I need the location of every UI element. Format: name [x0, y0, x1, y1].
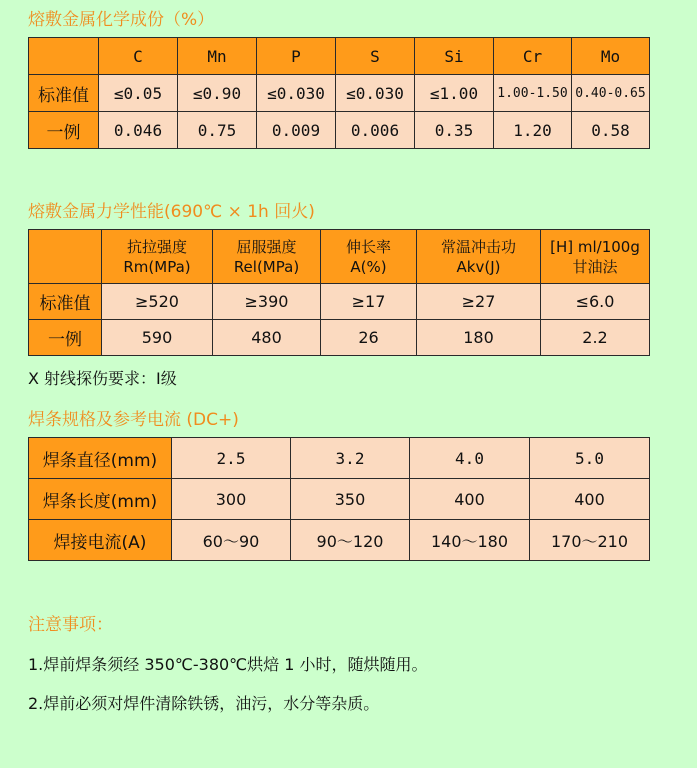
table-cell: 180 [417, 320, 541, 356]
note-item: 1.焊前焊条须经 350℃-380℃烘焙 1 小时，随烘随用。 [28, 655, 428, 674]
header-line: [H] ml/100g [550, 237, 640, 256]
table-row [29, 320, 650, 356]
table-cell: ≤1.00 [415, 75, 494, 112]
column-header [417, 230, 541, 284]
corner-cell [29, 38, 99, 75]
notes-title: 注意事项： [28, 615, 113, 635]
column-header: P [257, 38, 336, 75]
table-cell: 2.5 [172, 438, 291, 479]
table-row [29, 75, 650, 112]
chemical-composition-title: 熔敷金属化学成份（%） [28, 10, 215, 30]
column-header: S [336, 38, 415, 75]
table-cell: 0.40-0.65 [572, 75, 650, 112]
header-line: Akv(J) [456, 257, 501, 276]
table-cell: 4.0 [410, 438, 530, 479]
column-header [213, 230, 321, 284]
row-label: 焊条长度(mm) [29, 479, 172, 520]
header-line: A(%) [350, 257, 387, 276]
row-label: 一例 [29, 112, 99, 149]
column-header: Mo [572, 38, 650, 75]
table-cell: 90～120 [291, 520, 410, 561]
table-cell: 60～90 [172, 520, 291, 561]
table-cell: 300 [172, 479, 291, 520]
xray-requirement: X 射线探伤要求：Ⅰ级 [28, 369, 177, 388]
table-cell: 0.35 [415, 112, 494, 149]
table-cell: 0.58 [572, 112, 650, 149]
table-cell: 480 [213, 320, 321, 356]
column-header [102, 230, 213, 284]
header-line: Rm(MPa) [123, 257, 191, 276]
table-cell: 0.006 [336, 112, 415, 149]
table-cell: ≤0.05 [99, 75, 178, 112]
table-cell: ≥27 [417, 284, 541, 320]
column-header: Si [415, 38, 494, 75]
table-cell: 400 [530, 479, 650, 520]
column-header: Cr [494, 38, 572, 75]
table-cell: ≤6.0 [541, 284, 650, 320]
table-cell: 2.2 [541, 320, 650, 356]
header-line: 甘油法 [572, 257, 618, 276]
header-line: 抗拉强度 [126, 237, 187, 256]
table-cell: 26 [321, 320, 417, 356]
table-cell: 140～180 [410, 520, 530, 561]
table-cell: ≥520 [102, 284, 213, 320]
mechanical-properties-title: 熔敷金属力学性能(690℃ × 1h 回火) [28, 202, 315, 222]
header-line: 伸长率 [345, 237, 391, 256]
electrode-spec-table [28, 437, 650, 561]
table-row [29, 479, 650, 520]
column-header: Mn [178, 38, 257, 75]
row-label: 焊条直径(mm) [29, 438, 172, 479]
table-cell: 1.20 [494, 112, 572, 149]
table-cell: 0.009 [257, 112, 336, 149]
column-header [321, 230, 417, 284]
table-cell: 0.046 [99, 112, 178, 149]
row-label: 标准值 [29, 75, 99, 112]
header-line: 常温冲击功 [440, 237, 516, 256]
table-row [29, 520, 650, 561]
table-header-row [29, 38, 650, 75]
table-cell: 5.0 [530, 438, 650, 479]
mechanical-properties-table [28, 229, 650, 356]
table-cell: ≥390 [213, 284, 321, 320]
note-item: 2.焊前必须对焊件清除铁锈，油污，水分等杂质。 [28, 694, 380, 713]
table-cell: 590 [102, 320, 213, 356]
header-line: 屈服强度 [236, 237, 297, 256]
chemical-composition-table [28, 37, 650, 149]
header-line: Rel(MPa) [233, 257, 300, 276]
table-row [29, 284, 650, 320]
table-row [29, 112, 650, 149]
table-cell: ≤0.030 [336, 75, 415, 112]
table-cell: ≥17 [321, 284, 417, 320]
row-label: 一例 [29, 320, 102, 356]
table-cell: ≤0.030 [257, 75, 336, 112]
table-cell: 1.00-1.50 [494, 75, 572, 112]
row-label: 标准值 [29, 284, 102, 320]
table-cell: 170～210 [530, 520, 650, 561]
table-cell: 350 [291, 479, 410, 520]
table-cell: 0.75 [178, 112, 257, 149]
electrode-spec-title: 焊条规格及参考电流 (DC+) [28, 410, 239, 430]
column-header: C [99, 38, 178, 75]
table-cell: 3.2 [291, 438, 410, 479]
row-label: 焊接电流(A) [29, 520, 172, 561]
table-cell: ≤0.90 [178, 75, 257, 112]
table-row [29, 438, 650, 479]
table-cell: 400 [410, 479, 530, 520]
column-header [541, 230, 650, 284]
corner-cell [29, 230, 102, 284]
table-header-row [29, 230, 650, 284]
